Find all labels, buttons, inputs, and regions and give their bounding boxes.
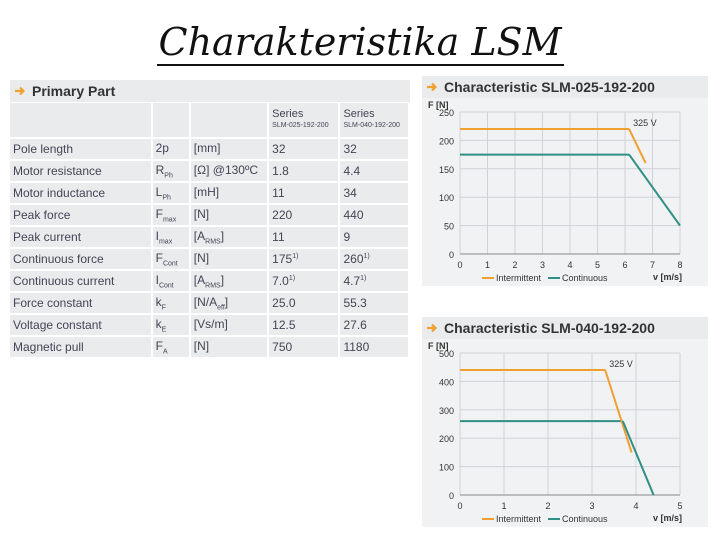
series2-value-cell: [340, 271, 410, 293]
unit-text: [Vs/m]: [193, 316, 228, 331]
y-axis-label: F [N]: [428, 100, 449, 110]
y-tick-label: 100: [438, 193, 454, 204]
param-cell: [10, 227, 153, 249]
param-label: Voltage constant: [13, 318, 102, 332]
series1-footnote: 1): [292, 253, 299, 260]
series-line-4: [629, 155, 680, 226]
series1-value: 32: [272, 142, 286, 156]
unit-subscript: RMS: [205, 238, 221, 246]
table-row: [10, 293, 410, 315]
symbol-subscript: F: [161, 304, 166, 312]
param-label: Motor resistance: [13, 164, 102, 178]
y-tick-label: 0: [448, 491, 454, 501]
symbol-subscript: Cont: [158, 282, 174, 290]
symbol-cell: [153, 271, 191, 293]
param-cell: [10, 139, 153, 161]
series2-label: Series: [343, 108, 375, 120]
table-row: [10, 271, 410, 293]
series1-value: 7.0: [272, 274, 289, 288]
series2-value: 440: [343, 208, 364, 222]
x-tick-label: 1: [501, 501, 507, 511]
param-cell: [10, 249, 153, 271]
param-label: Continuous force: [13, 252, 104, 266]
param-cell: [10, 293, 153, 315]
x-tick-label: 5: [594, 260, 601, 270]
unit-close-bracket: ]: [220, 272, 225, 287]
series1-value-cell: [269, 161, 340, 183]
series1-label: Series: [272, 108, 304, 120]
x-tick-label: 8: [677, 260, 683, 270]
series1-value-cell: [269, 337, 340, 359]
series2-value: 260: [343, 252, 364, 266]
chart1-header: [422, 76, 708, 98]
symbol-cell: [153, 337, 191, 359]
series1-value-cell: [269, 139, 340, 161]
unit-text: [N]: [193, 250, 210, 265]
series1-value: 750: [272, 340, 293, 354]
x-tick-label: 3: [589, 501, 595, 511]
x-axis-label: v [m/s]: [652, 513, 682, 523]
arrow-right-icon: [426, 81, 438, 93]
series2-value-cell: [340, 205, 410, 227]
x-axis-label: v [m/s]: [652, 272, 682, 282]
symbol-text: k: [155, 294, 162, 309]
series2-model: SLM-040-192-200: [343, 122, 400, 129]
unit-header: [191, 103, 269, 139]
symbol-subscript: max: [162, 216, 177, 224]
x-tick-label: 7: [649, 260, 656, 270]
param-header: [10, 103, 153, 139]
series2-value-cell: [340, 337, 410, 359]
symbol-text: R: [155, 162, 165, 177]
symbol-cell: [153, 205, 191, 227]
symbol-text: 2p: [155, 140, 169, 155]
symbol-text: F: [155, 250, 163, 265]
series1-value-cell: [269, 205, 340, 227]
symbol-text: L: [155, 184, 163, 199]
slide-title-text: Charakteristika LSM: [158, 20, 562, 64]
y-tick-label: 0: [448, 250, 454, 260]
voltage-annotation: 325 V: [633, 118, 657, 129]
legend-intermittent: Intermittent: [496, 514, 542, 524]
param-label: Peak force: [13, 208, 71, 222]
unit-cell: [191, 337, 269, 359]
param-cell: [10, 183, 153, 205]
param-cell: [10, 205, 153, 227]
table-row: [10, 205, 410, 227]
unit-text: [A: [193, 228, 206, 243]
param-label: Peak current: [13, 230, 82, 244]
y-tick-label: 250: [438, 108, 454, 118]
table-row: [10, 337, 410, 359]
param-cell: [10, 315, 153, 337]
series1-value-cell: [269, 271, 340, 293]
unit-cell: [191, 271, 269, 293]
chart2-header: [422, 317, 708, 339]
y-tick-label: 150: [438, 164, 454, 175]
x-tick-label: 2: [545, 501, 551, 511]
symbol-subscript: Ph: [164, 172, 173, 180]
x-tick-label: 1: [484, 260, 491, 270]
x-tick-label: 0: [457, 501, 463, 511]
table-header-row: [10, 103, 410, 139]
x-tick-label: 5: [677, 501, 683, 511]
series2-value-cell: [340, 249, 410, 271]
symbol-text: F: [155, 338, 163, 353]
symbol-header: [153, 103, 191, 139]
x-tick-label: 4: [633, 501, 639, 511]
series2-value-cell: [340, 183, 410, 205]
series2-value-cell: [340, 139, 410, 161]
series2-value: 4.4: [343, 164, 361, 178]
series-line-3: [605, 370, 631, 452]
series-line-4: [623, 421, 654, 495]
series2-value-cell: [340, 161, 410, 183]
symbol-text: k: [155, 316, 162, 331]
series2-footnote: 1): [360, 275, 367, 282]
series1-value: 220: [272, 208, 293, 222]
param-label: Pole length: [13, 142, 74, 156]
series2-value: 9: [343, 230, 351, 244]
unit-close-bracket: ]: [220, 228, 225, 243]
series1-value-cell: [269, 315, 340, 337]
series1-model: SLM-025-192-200: [272, 122, 329, 129]
unit-subscript: RMS: [205, 282, 221, 290]
series1-value: 12.5: [272, 318, 296, 332]
symbol-subscript: E: [161, 326, 167, 334]
param-cell: [10, 161, 153, 183]
symbol-text: I: [155, 272, 159, 287]
unit-cell: [191, 293, 269, 315]
series2-value: 32: [343, 142, 357, 156]
series1-value-cell: [269, 249, 340, 271]
table-row: [10, 139, 410, 161]
unit-cell: [191, 205, 269, 227]
param-label: Force constant: [13, 296, 93, 310]
series2-value-cell: [340, 293, 410, 315]
y-tick-label: 200: [438, 136, 454, 147]
arrow-right-icon: [426, 322, 438, 334]
symbol-cell: [153, 293, 191, 315]
x-tick-label: 6: [622, 260, 628, 270]
unit-cell: [191, 161, 269, 183]
voltage-annotation: 325 V: [609, 359, 633, 370]
series1-value: 25.0: [272, 296, 296, 310]
series1-value: 11: [272, 230, 285, 244]
chart2-panel: [422, 339, 708, 527]
unit-cell: [191, 315, 269, 337]
primary-part-table: [10, 103, 410, 359]
symbol-cell: [153, 227, 191, 249]
unit-text: [N]: [193, 206, 210, 221]
unit-text: [mH]: [193, 184, 220, 199]
table-row: [10, 183, 410, 205]
series2-value: 1180: [343, 340, 370, 354]
param-label: Motor inductance: [13, 186, 106, 200]
symbol-cell: [153, 315, 191, 337]
unit-text: [A: [193, 272, 206, 287]
table-row: [10, 161, 410, 183]
legend-intermittent: Intermittent: [496, 273, 542, 283]
series2-value: 27.6: [343, 318, 367, 332]
param-label: Continuous current: [13, 274, 115, 288]
legend-continuous: Continuous: [562, 273, 608, 283]
unit-close-bracket: ]: [224, 294, 229, 309]
unit-text: [N]: [193, 338, 210, 353]
series2-value: 55.3: [343, 296, 367, 310]
table-row: [10, 249, 410, 271]
series1-value: 11: [272, 186, 285, 200]
series1-value-cell: [269, 183, 340, 205]
x-tick-label: 2: [512, 260, 518, 270]
unit-text: [Ω] @130ºC: [193, 162, 259, 177]
symbol-cell: [153, 183, 191, 205]
y-tick-label: 400: [438, 377, 454, 388]
slide-title: [0, 20, 720, 64]
x-tick-label: 3: [539, 260, 546, 270]
series2-value-cell: [340, 227, 410, 249]
unit-subscript: eff: [217, 304, 225, 312]
arrow-right-icon: [14, 85, 26, 97]
unit-cell: [191, 183, 269, 205]
unit-cell: [191, 249, 269, 271]
symbol-cell: [153, 161, 191, 183]
param-cell: [10, 271, 153, 293]
unit-cell: [191, 139, 269, 161]
y-tick-label: 500: [438, 349, 454, 359]
param-label: Magnetic pull: [13, 340, 84, 354]
series1-value-cell: [269, 227, 340, 249]
series2-header: [340, 103, 410, 139]
y-tick-label: 300: [438, 405, 454, 416]
series1-value: 1.8: [272, 164, 289, 178]
unit-cell: [191, 227, 269, 249]
table-body: [10, 139, 410, 359]
table-row: [10, 227, 410, 249]
series2-value: 4.7: [343, 274, 361, 288]
series1-footnote: 1): [288, 275, 296, 282]
symbol-text: F: [155, 206, 163, 221]
chart1-svg: [422, 98, 708, 286]
legend-continuous: Continuous: [562, 514, 608, 524]
series2-footnote: 1): [363, 253, 370, 260]
chart2-title: Characteristic SLM-040-192-200: [444, 320, 655, 336]
symbol-subscript: A: [162, 348, 168, 356]
y-tick-label: 100: [438, 462, 454, 473]
param-cell: [10, 337, 153, 359]
y-axis-label: F [N]: [428, 341, 449, 351]
unit-text: [N/A: [193, 294, 218, 309]
symbol-cell: [153, 139, 191, 161]
series1-value: 175: [272, 252, 293, 266]
y-tick-label: 200: [438, 434, 454, 445]
symbol-text: I: [155, 228, 159, 243]
unit-text: [mm]: [193, 140, 221, 155]
primary-part-header: [10, 80, 410, 102]
x-tick-label: 0: [457, 260, 463, 270]
series1-header: [269, 103, 340, 139]
chart1-panel: [422, 98, 708, 286]
symbol-subscript: max: [158, 238, 173, 246]
primary-part-title: Primary Part: [32, 83, 116, 99]
table-row: [10, 315, 410, 337]
chart1-title: Characteristic SLM-025-192-200: [444, 79, 655, 95]
x-tick-label: 4: [567, 260, 573, 270]
symbol-subscript: Ph: [162, 194, 171, 202]
chart2-svg: [422, 339, 708, 527]
series1-value-cell: [269, 293, 340, 315]
series2-value-cell: [340, 315, 410, 337]
y-tick-label: 50: [443, 221, 454, 232]
symbol-subscript: Cont: [162, 260, 178, 268]
symbol-cell: [153, 249, 191, 271]
series2-value: 34: [343, 186, 357, 200]
